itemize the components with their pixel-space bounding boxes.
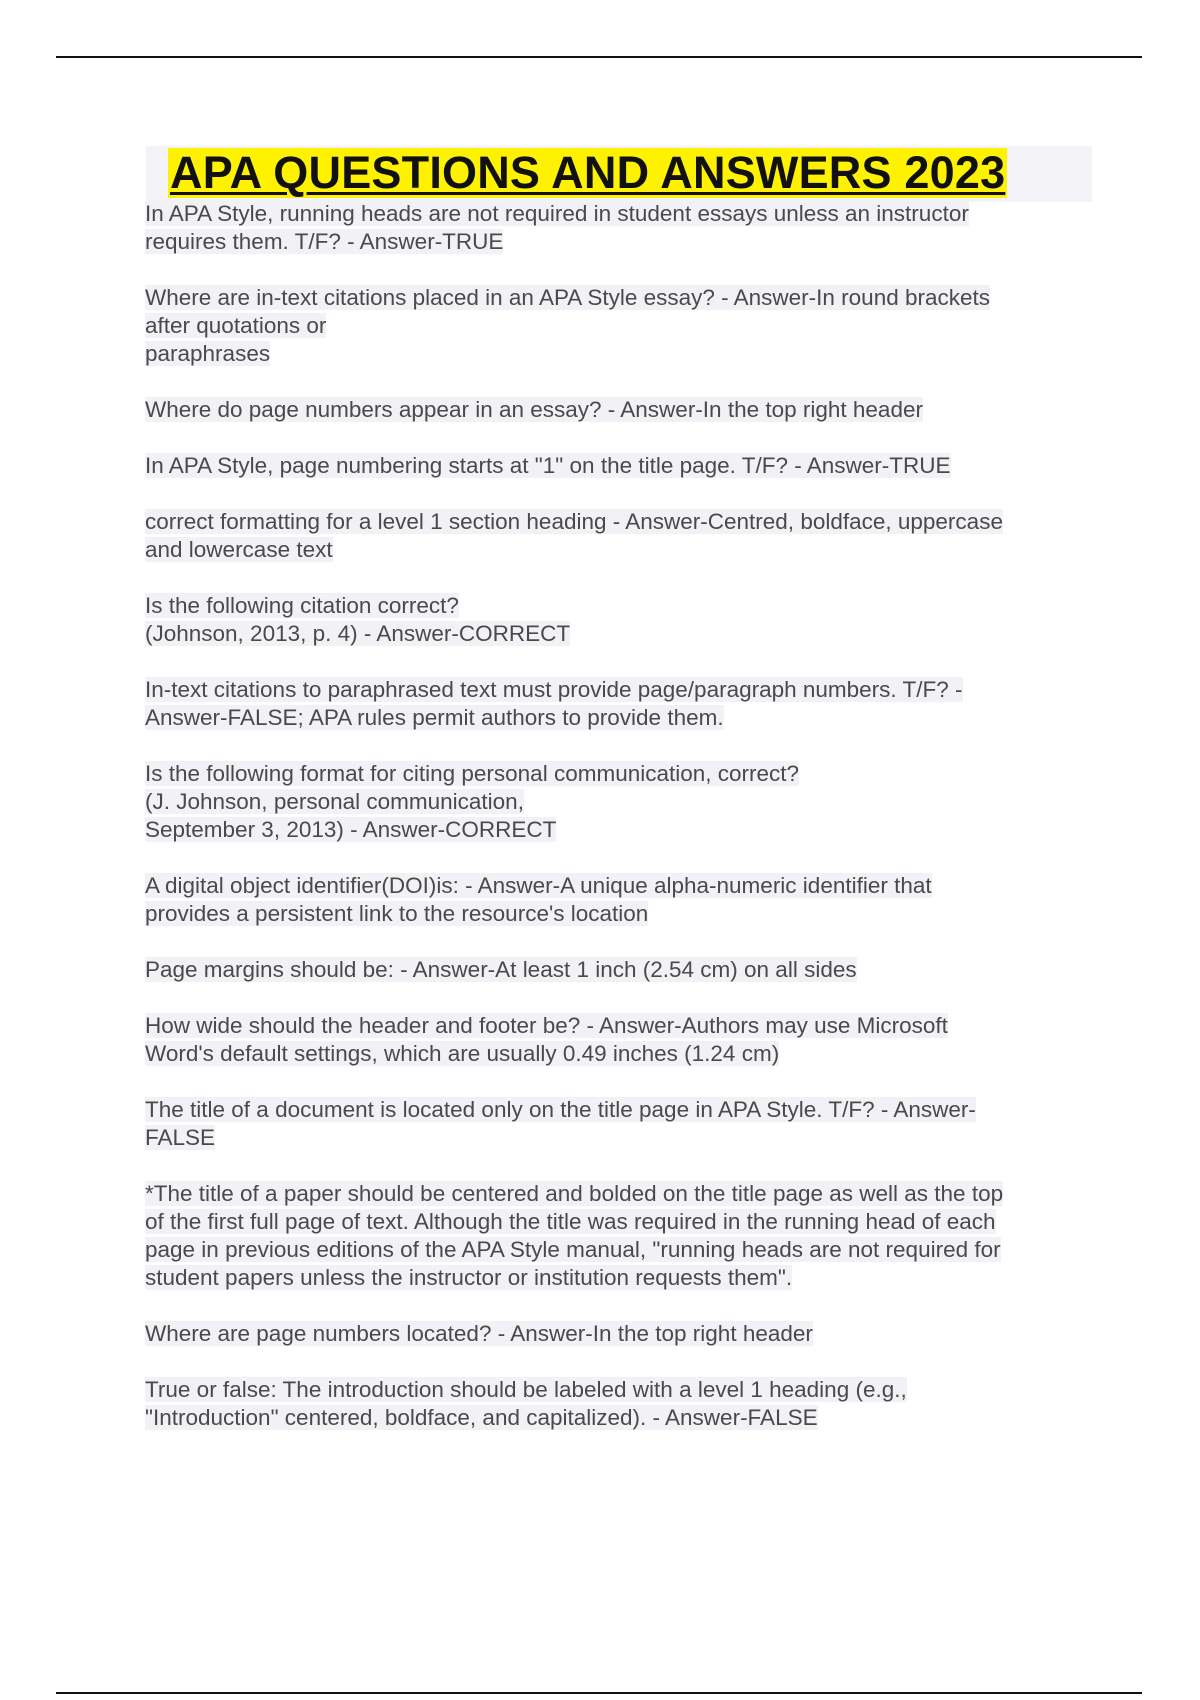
qa-line: September 3, 2013) - Answer-CORRECT [145,817,557,842]
qa-line: In APA Style, page numbering starts at "1" on the title page. T/F? - Answer-TRUE [145,453,951,478]
qa-item [145,1180,1085,1292]
qa-item [145,284,1085,368]
qa-line: student papers unless the instructor or institution requests them". [145,1265,793,1290]
qa-item [145,676,1085,732]
qa-line: *The title of a paper should be centered and bolded on the title page as well as the top [145,1181,1004,1206]
page-title: APA QUESTIONS AND ANSWERS 2023 [170,147,1006,198]
qa-line: after quotations or [145,313,327,338]
qa-line: and lowercase text [145,537,333,562]
qa-item [145,956,1085,984]
qa-line: of the first full page of text. Although the title was required in the running head of each [145,1209,996,1234]
top-rule [56,56,1142,58]
qa-item [145,592,1085,648]
qa-line: Is the following citation correct? [145,593,459,618]
qa-line: A digital object identifier(DOI)is: - Answer-A unique alpha-numeric identifier that [145,873,932,898]
qa-item [145,1012,1085,1068]
qa-line: Page margins should be: - Answer-At least 1 inch (2.54 cm) on all sides [145,957,857,982]
qa-line: Answer-FALSE; APA rules permit authors to provide them. [145,705,724,730]
bottom-rule [56,1692,1142,1694]
qa-line: paraphrases [145,341,271,366]
qa-item [145,760,1085,844]
qa-line: (J. Johnson, personal communication, [145,789,524,814]
qa-line: (Johnson, 2013, p. 4) - Answer-CORRECT [145,621,571,646]
qa-line: In-text citations to paraphrased text must provide page/paragraph numbers. T/F? - [145,677,963,702]
qa-item [145,200,1085,256]
qa-item [145,452,1085,480]
qa-line: "Introduction" centered, boldface, and capitalized). - Answer-FALSE [145,1405,818,1430]
qa-line: Where are in-text citations placed in an APA Style essay? - Answer-In round brackets [145,285,991,310]
qa-item [145,508,1085,564]
qa-list [145,200,1085,1460]
qa-item [145,1320,1085,1348]
qa-line: page in previous editions of the APA Style manual, "running heads are not required for [145,1237,1001,1262]
qa-line: Is the following format for citing personal communication, correct? [145,761,800,786]
qa-line: In APA Style, running heads are not required in student essays unless an instructor [145,201,969,226]
qa-item [145,396,1085,424]
qa-line: How wide should the header and footer be? - Answer-Authors may use Microsoft [145,1013,948,1038]
qa-line: Word's default settings, which are usually 0.49 inches (1.24 cm) [145,1041,780,1066]
qa-item [145,1096,1085,1152]
qa-line: correct formatting for a level 1 section heading - Answer-Centred, boldface, uppercase [145,509,1003,534]
qa-item [145,872,1085,928]
qa-line: provides a persistent link to the resource's location [145,901,649,926]
qa-line: FALSE [145,1125,216,1150]
qa-line: True or false: The introduction should be labeled with a level 1 heading (e.g., [145,1377,907,1402]
qa-line: requires them. T/F? - Answer-TRUE [145,229,504,254]
qa-line: Where do page numbers appear in an essay? - Answer-In the top right header [145,397,923,422]
qa-line: Where are page numbers located? - Answer-In the top right header [145,1321,813,1346]
qa-line: The title of a document is located only on the title page in APA Style. T/F? - Answer- [145,1097,976,1122]
qa-item [145,1376,1085,1432]
